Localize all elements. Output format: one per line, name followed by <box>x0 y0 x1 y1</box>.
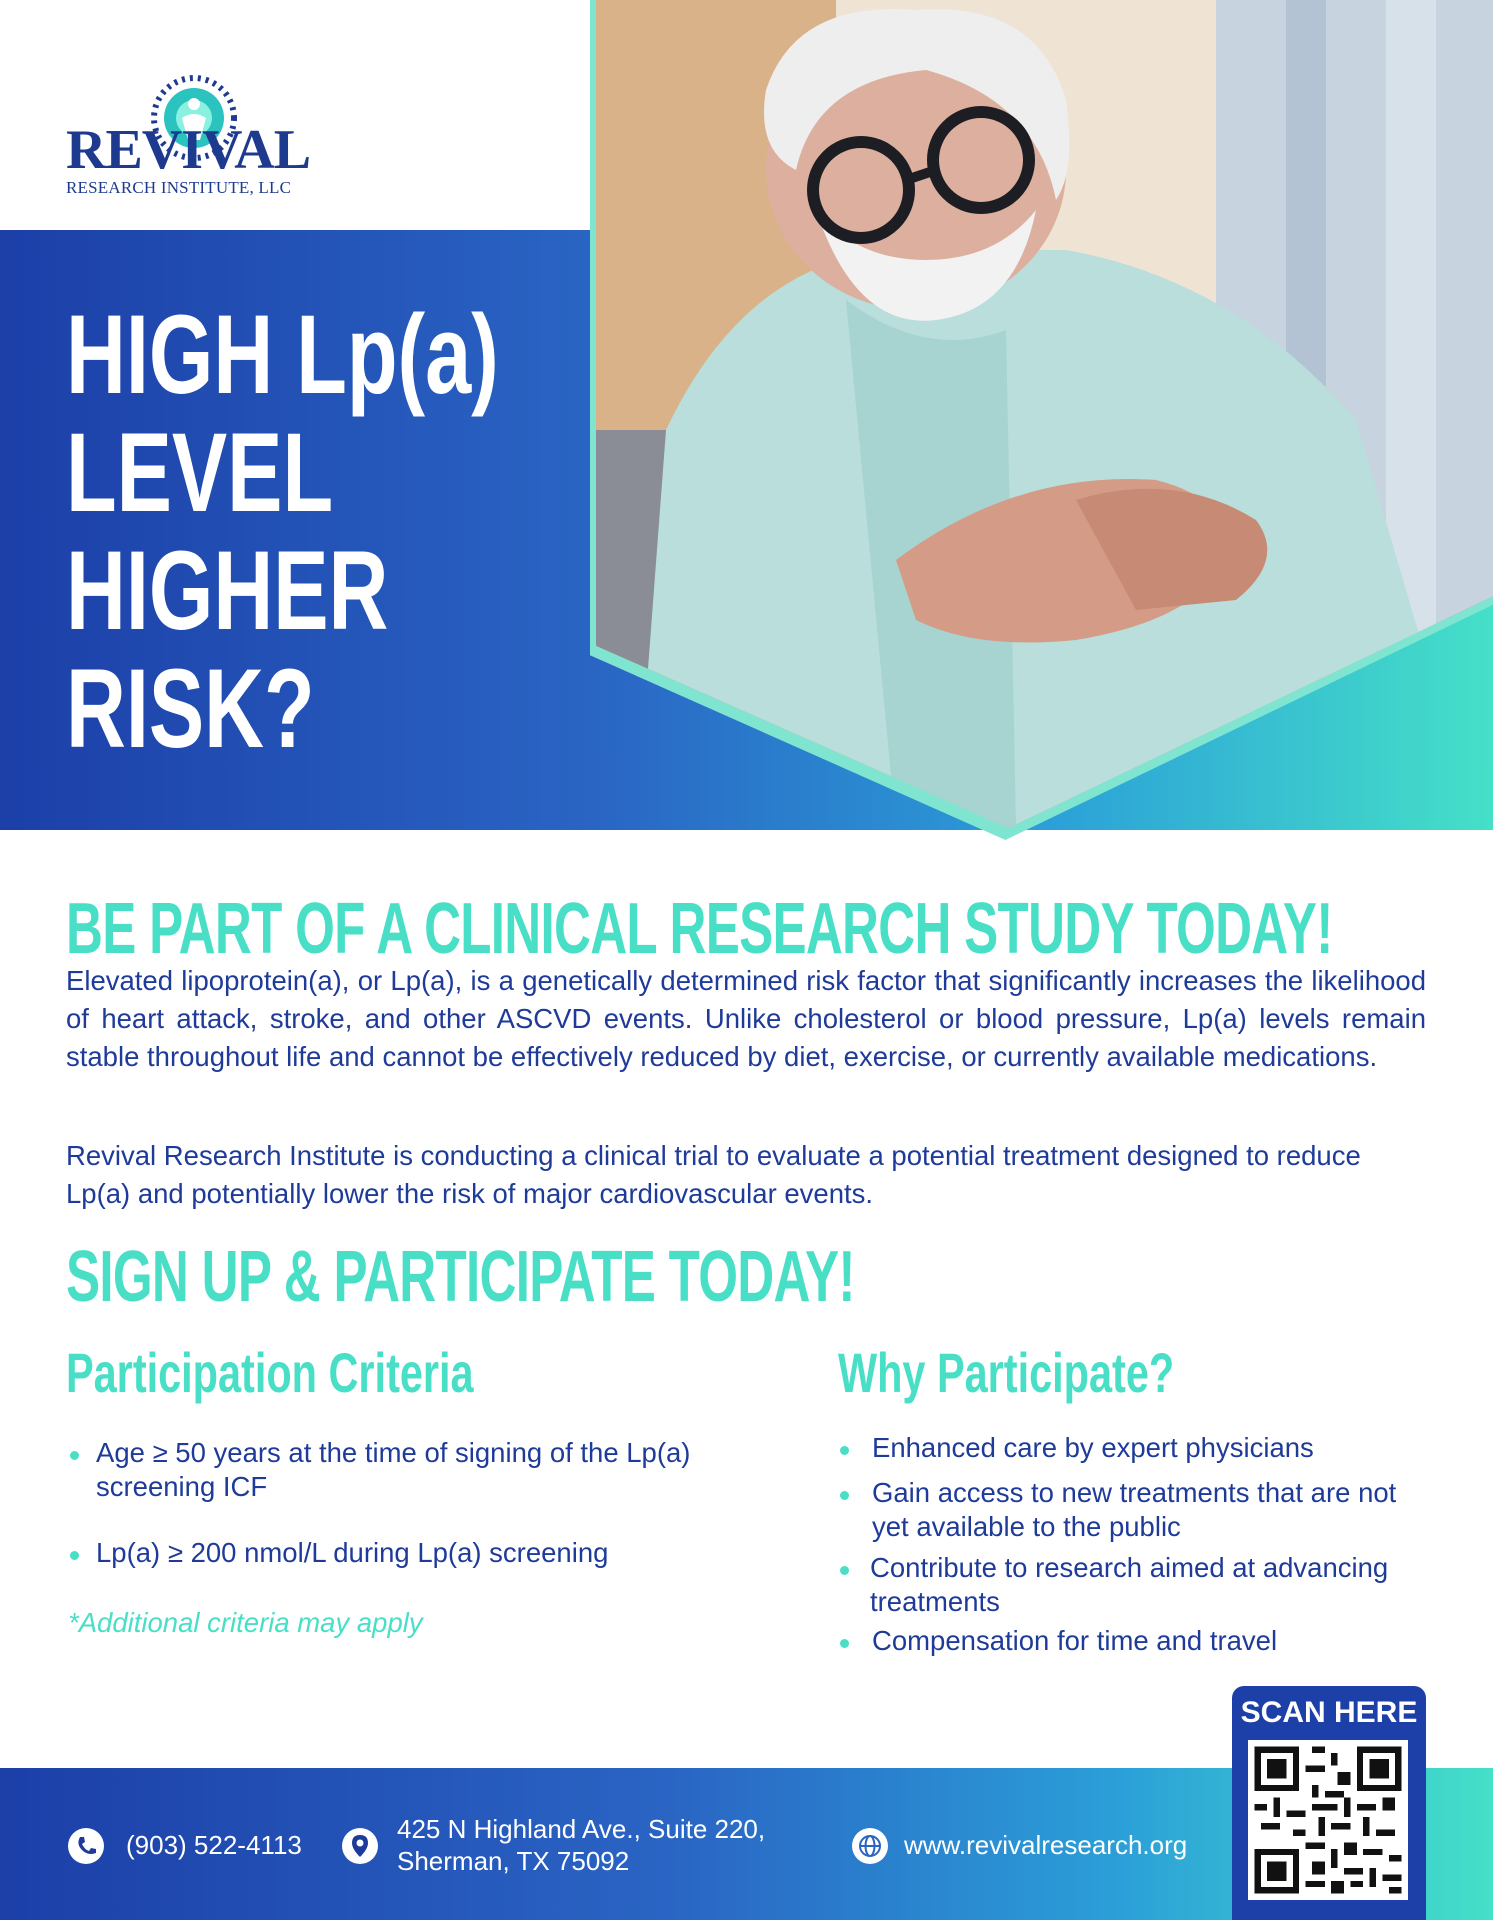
signup-title: SIGN UP & PARTICIPATE TODAY! <box>66 1237 855 1317</box>
location-pin-icon <box>342 1828 378 1864</box>
why-item: Compensation for time and travel <box>872 1625 1278 1656</box>
why-item: Enhanced care by expert physicians <box>872 1432 1314 1463</box>
criteria-item: Lp(a) ≥ 200 nmol/L during Lp(a) screening <box>96 1537 609 1568</box>
footer-phone[interactable]: (903) 522-4113 <box>126 1830 302 1860</box>
criteria-heading: Participation Criteria <box>66 1341 474 1404</box>
intro-paragraph: Elevated lipoprotein(a), or Lp(a), is a genetically determined risk factor that significantly increases the likelihood of heart attack, stroke, and other ASCVD events. Unlike cholesterol or blood pressure, Lp(a) levels remain stable throughout life and cannot be effectively reduced by diet, exercise, or currently available medications. <box>66 965 1426 1072</box>
footer-address-line-1: 425 N Highland Ave., Suite 220, <box>397 1814 766 1844</box>
footer-address-line-2: Sherman, TX 75092 <box>397 1846 630 1876</box>
logo-subtitle: RESEARCH INSTITUTE, LLC <box>66 178 292 197</box>
study-title: BE PART OF A CLINICAL RESEARCH STUDY TODAY! <box>66 889 1333 969</box>
qr-code[interactable] <box>1248 1740 1408 1900</box>
trial-paragraph: Revival Research Institute is conducting a clinical trial to evaluate a potential treatment designed to reduce Lp(a) and potentially lower the risk of major cardiovascular events. <box>66 1140 1361 1209</box>
footer-website[interactable]: www.revivalresearch.org <box>904 1830 1188 1860</box>
headline-line-2: LEVEL <box>66 410 334 535</box>
criteria-note: *Additional criteria may apply <box>68 1607 423 1638</box>
criteria-item: Age ≥ 50 years at the time of signing of the Lp(a) screening ICF <box>96 1437 691 1502</box>
why-item: Gain access to new treatments that are not yet available to the public <box>872 1477 1397 1542</box>
bullet-dot <box>70 1551 79 1560</box>
why-item: Contribute to research aimed at advancing treatments <box>870 1552 1389 1617</box>
headline-line-3: HIGHER <box>66 528 389 653</box>
bullet-dot <box>840 1491 849 1500</box>
phone-icon <box>68 1828 104 1864</box>
globe-icon <box>852 1828 888 1864</box>
bullet-dot <box>840 1446 849 1455</box>
bullet-dot <box>70 1451 79 1460</box>
logo-wordmark: REVIVAL <box>66 119 311 181</box>
bullet-dot <box>840 1566 849 1575</box>
why-heading: Why Participate? <box>838 1341 1175 1404</box>
headline-line-4: RISK? <box>66 646 315 771</box>
scan-label: SCAN HERE <box>1240 1696 1418 1729</box>
headline-line-1: HIGH Lp(a) <box>66 292 499 417</box>
bullet-dot <box>840 1639 849 1648</box>
